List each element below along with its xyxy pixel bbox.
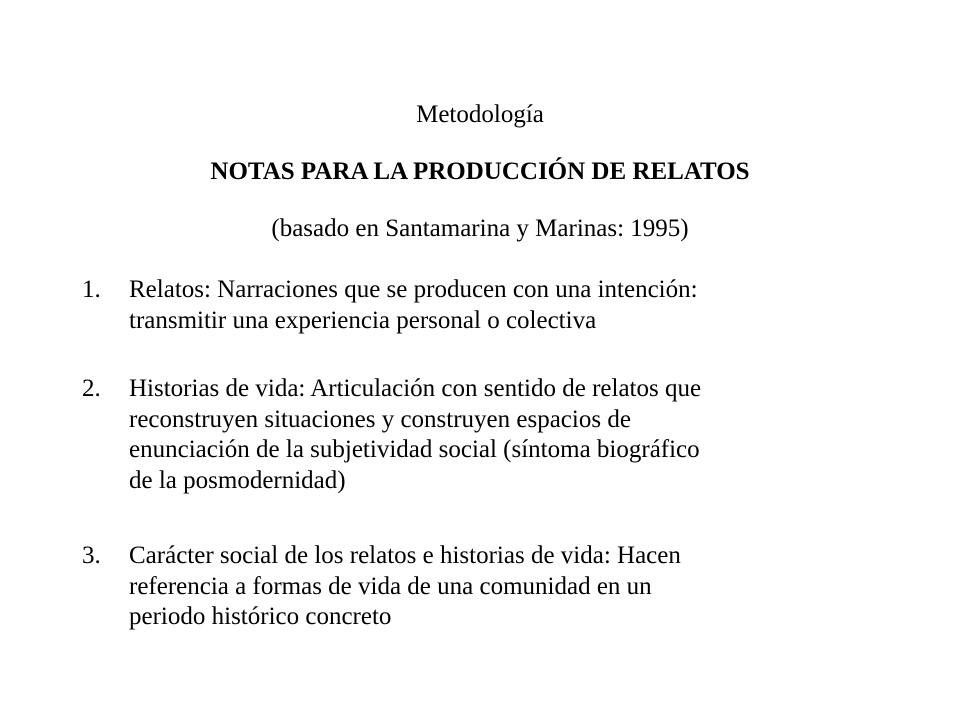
slide-title: NOTAS PARA LA PRODUCCIÓN DE RELATOS: [210, 158, 750, 185]
list-item-number: 1.: [82, 276, 101, 303]
list-item-number: 2.: [82, 375, 101, 402]
list-item-number: 3.: [82, 542, 101, 569]
list-item-text: Carácter social de los relatos e historias de vida: Hacen referencia a formas de vida de una comunidad en un periodo histórico concreto: [129, 542, 681, 630]
slide-heading: Metodología: [416, 101, 544, 128]
list-item-text: Relatos: Narraciones que se producen con una intención: transmitir una experiencia personal o colectiva: [129, 276, 698, 334]
slide-source: (basado en Santamarina y Marinas: 1995): [271, 215, 689, 242]
list-item-text: Historias de vida: Articulación con sentido de relatos que reconstruyen situaciones y construyen espacios de enunciación de la subjetividad social (síntoma biográfico de la posmodernidad): [129, 375, 702, 494]
